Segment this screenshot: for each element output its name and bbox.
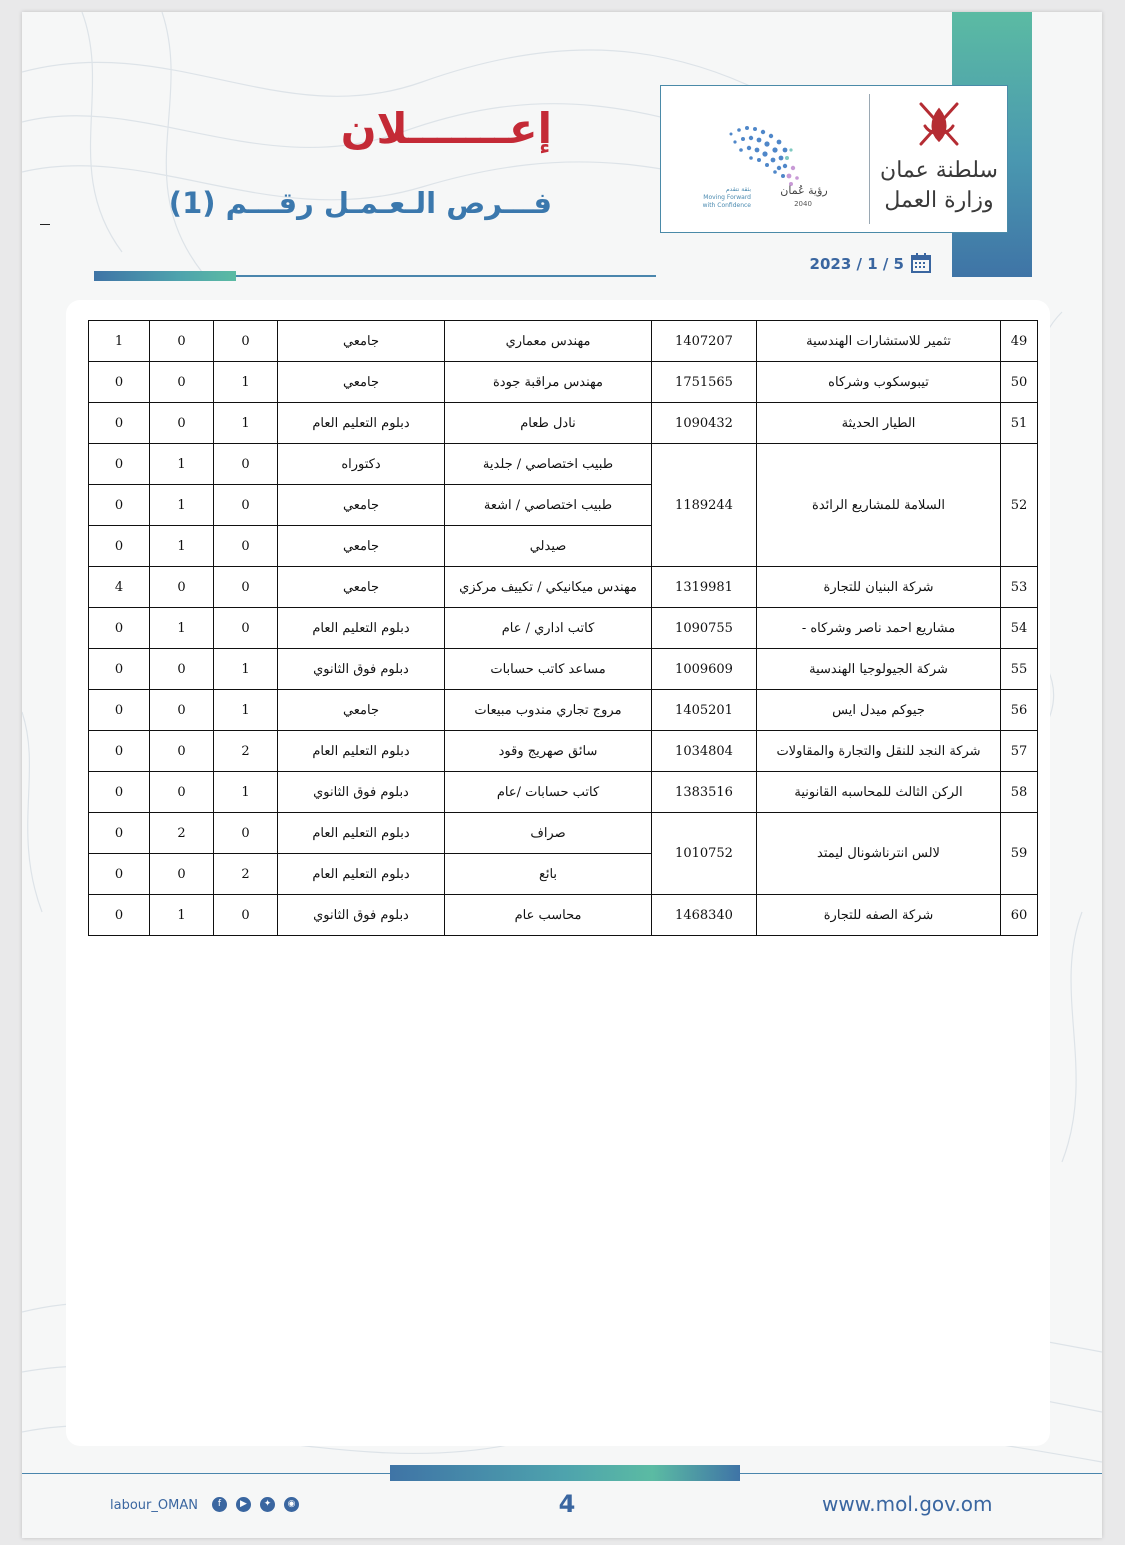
job-title-cell: صيدلي	[445, 526, 652, 567]
row-number-cell: 59	[1001, 813, 1038, 895]
job-title-cell: طبيب اختصاصي / جلدية	[445, 444, 652, 485]
count-cell-2: 0	[150, 690, 214, 731]
count-cell-1: 1	[214, 690, 278, 731]
count-cell-2: 1	[150, 895, 214, 936]
count-cell-2: 1	[150, 485, 214, 526]
qualification-cell: دكتوراه	[278, 444, 445, 485]
job-title-cell: طبيب اختصاصي / اشعة	[445, 485, 652, 526]
row-number-cell: 50	[1001, 362, 1038, 403]
count-cell-2: 1	[150, 444, 214, 485]
count-cell-3: 4	[89, 567, 150, 608]
job-title-cell: كاتب اداري / عام	[445, 608, 652, 649]
footer-accent-bar	[390, 1465, 740, 1481]
date-text: 2023 / 1 / 5	[809, 255, 904, 273]
cr-number-cell: 1319981	[652, 567, 757, 608]
count-cell-1: 1	[214, 772, 278, 813]
row-number-cell: 51	[1001, 403, 1038, 444]
announcement-subtitle: فـــرص الـعـمـل رقـــم (1)	[168, 186, 552, 220]
company-cell: الركن الثالث للمحاسبه القانونية	[757, 772, 1001, 813]
company-cell: تثمير للاستشارات الهندسية	[757, 321, 1001, 362]
row-number-cell: 58	[1001, 772, 1038, 813]
row-number-cell: 54	[1001, 608, 1038, 649]
cr-number-cell: 1751565	[652, 362, 757, 403]
ministry-name-line2: وزارة العمل	[884, 188, 994, 213]
job-title-cell: صراف	[445, 813, 652, 854]
moving-forward-english-1: Moving Forward	[703, 194, 751, 201]
table-row	[89, 895, 1038, 936]
count-cell-2: 0	[150, 731, 214, 772]
count-cell-3: 0	[89, 608, 150, 649]
count-cell-3: 0	[89, 444, 150, 485]
title-underline-accent	[94, 271, 236, 281]
job-title-cell: مروج تجاري مندوب مبيعات	[445, 690, 652, 731]
cr-number-cell: 1090432	[652, 403, 757, 444]
row-number-cell: 56	[1001, 690, 1038, 731]
row-number-cell: 49	[1001, 321, 1038, 362]
document-page	[22, 12, 1102, 1538]
moving-forward-english-2: with Confidence	[702, 202, 751, 209]
count-cell-3: 0	[89, 854, 150, 895]
qualification-cell: جامعي	[278, 321, 445, 362]
count-cell-3: 0	[89, 731, 150, 772]
row-number-cell: 60	[1001, 895, 1038, 936]
cr-number-cell: 1189244	[652, 444, 757, 567]
count-cell-2: 0	[150, 321, 214, 362]
count-cell-3: 0	[89, 526, 150, 567]
count-cell-1: 0	[214, 485, 278, 526]
job-title-cell: نادل طعام	[445, 403, 652, 444]
count-cell-3: 0	[89, 813, 150, 854]
count-cell-2: 0	[150, 403, 214, 444]
count-cell-3: 0	[89, 485, 150, 526]
ministry-name-line1: سلطنة عمان	[880, 158, 998, 183]
count-cell-2: 2	[150, 813, 214, 854]
count-cell-2: 0	[150, 854, 214, 895]
count-cell-2: 1	[150, 526, 214, 567]
cr-number-cell: 1010752	[652, 813, 757, 895]
count-cell-3: 0	[89, 690, 150, 731]
cr-number-cell: 1383516	[652, 772, 757, 813]
company-cell: الطيار الحديثة	[757, 403, 1001, 444]
count-cell-1: 0	[214, 813, 278, 854]
website-link[interactable]: www.mol.gov.om	[822, 1492, 993, 1516]
count-cell-1: 2	[214, 731, 278, 772]
qualification-cell: جامعي	[278, 567, 445, 608]
table-row	[89, 690, 1038, 731]
qualification-cell: دبلوم التعليم العام	[278, 608, 445, 649]
vision-year: 2040	[794, 200, 812, 208]
cr-number-cell: 1468340	[652, 895, 757, 936]
table-row	[89, 731, 1038, 772]
table-card	[66, 300, 1050, 1446]
instagram-icon[interactable]: ◉	[284, 1497, 299, 1512]
youtube-icon[interactable]: ▶	[236, 1497, 251, 1512]
qualification-cell: دبلوم فوق الثانوي	[278, 895, 445, 936]
company-cell: شركة البنيان للتجارة	[757, 567, 1001, 608]
ministry-logo-box	[660, 85, 1008, 233]
social-handle[interactable]: labour_OMAN	[110, 1498, 198, 1513]
qualification-cell: دبلوم التعليم العام	[278, 813, 445, 854]
company-cell: جيوكم ميدل ايس	[757, 690, 1001, 731]
company-cell: شركة الصفه للتجارة	[757, 895, 1001, 936]
emblem-icon	[909, 96, 969, 156]
job-title-cell: بائع	[445, 854, 652, 895]
job-openings-table	[88, 320, 1038, 936]
company-cell: مشاريع احمد ناصر وشركاه -	[757, 608, 1001, 649]
facebook-icon[interactable]: f	[212, 1497, 227, 1512]
count-cell-2: 0	[150, 772, 214, 813]
row-number-cell: 57	[1001, 731, 1038, 772]
row-number-cell: 55	[1001, 649, 1038, 690]
count-cell-3: 0	[89, 895, 150, 936]
job-title-cell: مهندس معماري	[445, 321, 652, 362]
cr-number-cell: 1090755	[652, 608, 757, 649]
qualification-cell: جامعي	[278, 485, 445, 526]
job-title-cell: مساعد كاتب حسابات	[445, 649, 652, 690]
company-cell: شركة الجيولوجيا الهندسية	[757, 649, 1001, 690]
count-cell-1: 1	[214, 362, 278, 403]
job-title-cell: محاسب عام	[445, 895, 652, 936]
table-row	[89, 772, 1038, 813]
job-title-cell: سائق صهريج وقود	[445, 731, 652, 772]
table-row	[89, 608, 1038, 649]
count-cell-3: 0	[89, 772, 150, 813]
twitter-icon[interactable]: ✦	[260, 1497, 275, 1512]
count-cell-2: 0	[150, 649, 214, 690]
table-row	[89, 321, 1038, 362]
count-cell-2: 0	[150, 362, 214, 403]
count-cell-2: 0	[150, 567, 214, 608]
count-cell-1: 1	[214, 649, 278, 690]
count-cell-1: 0	[214, 567, 278, 608]
qualification-cell: جامعي	[278, 526, 445, 567]
qualification-cell: جامعي	[278, 690, 445, 731]
count-cell-1: 0	[214, 444, 278, 485]
table-row	[89, 362, 1038, 403]
count-cell-3: 0	[89, 649, 150, 690]
company-cell: لالس انترناشونال ليمتد	[757, 813, 1001, 895]
table-row	[89, 403, 1038, 444]
qualification-cell: دبلوم التعليم العام	[278, 731, 445, 772]
qualification-cell: دبلوم فوق الثانوي	[278, 772, 445, 813]
qualification-cell: جامعي	[278, 362, 445, 403]
job-title-cell: مهندس ميكانيكي / تكييف مركزي	[445, 567, 652, 608]
table-row	[89, 649, 1038, 690]
count-cell-1: 0	[214, 526, 278, 567]
calendar-icon	[910, 252, 932, 274]
count-cell-1: 2	[214, 854, 278, 895]
moving-forward-arabic: بثقة نتقدم	[725, 186, 751, 193]
qualification-cell: دبلوم التعليم العام	[278, 854, 445, 895]
logo-separator	[869, 94, 870, 224]
page-number: 4	[558, 1490, 576, 1518]
count-cell-2: 1	[150, 608, 214, 649]
cr-number-cell: 1407207	[652, 321, 757, 362]
job-title-cell: كاتب حسابات /عام	[445, 772, 652, 813]
cr-number-cell: 1009609	[652, 649, 757, 690]
qualification-cell: دبلوم فوق الثانوي	[278, 649, 445, 690]
row-number-cell: 52	[1001, 444, 1038, 567]
count-cell-1: 0	[214, 608, 278, 649]
count-cell-3: 0	[89, 362, 150, 403]
table-row	[89, 813, 1038, 854]
count-cell-1: 1	[214, 403, 278, 444]
count-cell-3: 0	[89, 403, 150, 444]
job-title-cell: مهندس مراقبة جودة	[445, 362, 652, 403]
table-row	[89, 444, 1038, 485]
cr-number-cell: 1405201	[652, 690, 757, 731]
table-row	[89, 567, 1038, 608]
row-number-cell: 53	[1001, 567, 1038, 608]
qualification-cell: دبلوم التعليم العام	[278, 403, 445, 444]
cr-number-cell: 1034804	[652, 731, 757, 772]
count-cell-1: 0	[214, 321, 278, 362]
company-cell: شركة النجد للنقل والتجارة والمقاولات	[757, 731, 1001, 772]
count-cell-3: 1	[89, 321, 150, 362]
vision-text: رؤية عُمان	[780, 184, 828, 197]
announcement-title: إعـــــــلان	[340, 104, 552, 153]
count-cell-1: 0	[214, 895, 278, 936]
announcement-date	[792, 252, 932, 276]
company-cell: السلامة للمشاريع الرائدة	[757, 444, 1001, 567]
company-cell: تيبوسكوب وشركاه	[757, 362, 1001, 403]
margin-tick-mark	[40, 224, 50, 225]
